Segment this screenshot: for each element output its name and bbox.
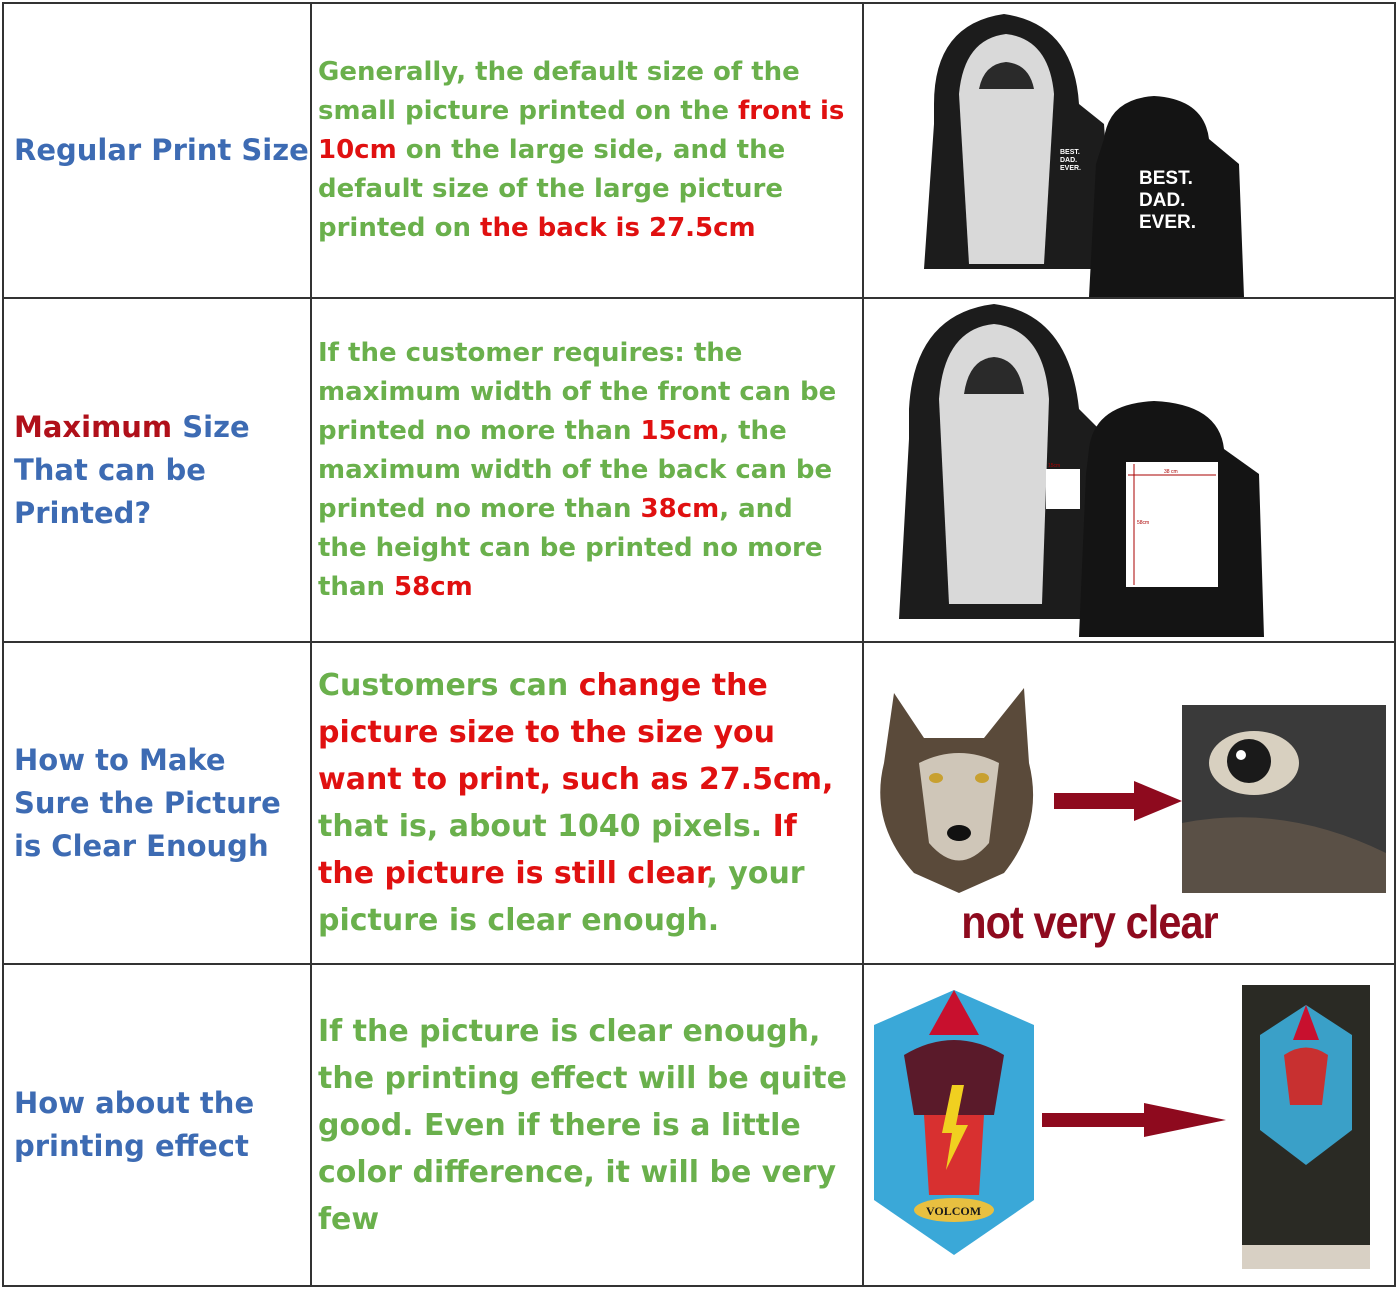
front-size-mark: 15cm bbox=[1048, 463, 1061, 469]
row-desc-maximum bbox=[312, 299, 862, 641]
row-label-text: How about the printing effect bbox=[14, 1086, 255, 1163]
row-desc-effect bbox=[312, 965, 862, 1285]
row-label-text: How to Make Sure the Picture is Clear Enough bbox=[14, 742, 281, 863]
print-result-icon bbox=[864, 965, 1394, 1285]
desc-highlight: 58cm bbox=[394, 571, 473, 602]
desc-highlight: If the picture is still clear bbox=[318, 809, 797, 891]
svg-text:EVER.: EVER. bbox=[1060, 165, 1082, 172]
row-label-highlight: Maximum bbox=[14, 409, 173, 444]
hoodie-print-icon bbox=[864, 4, 1394, 297]
desc-text: Customers can bbox=[318, 668, 579, 703]
row-label-clear bbox=[4, 643, 310, 963]
svg-text:BEST.: BEST. bbox=[1060, 149, 1080, 156]
back-height-mark: 58cm bbox=[1137, 520, 1150, 526]
desc-paragraph bbox=[318, 1008, 856, 1243]
hoodie-max-size-image bbox=[864, 299, 1394, 641]
svg-text:DAD.: DAD. bbox=[1060, 157, 1078, 164]
not-clear-caption: not very clear bbox=[961, 897, 1218, 949]
desc-paragraph bbox=[318, 53, 856, 248]
row-label-effect bbox=[4, 965, 310, 1285]
row-label-text: Regular Print Size bbox=[14, 133, 309, 167]
hoodie-print-image bbox=[864, 4, 1394, 297]
desc-text: Generally, the default size of the small picture printed on the bbox=[318, 57, 800, 126]
print-result-image bbox=[864, 965, 1394, 1285]
desc-highlight: 15cm bbox=[640, 415, 720, 446]
table-border bbox=[2, 1285, 1396, 1287]
desc-text: If the picture is clear enough, the printing effect will be quite good. Even if there is a little color difference, it will be very few bbox=[318, 1013, 847, 1237]
back-print-line: BEST. bbox=[1139, 168, 1193, 189]
back-print-line: EVER. bbox=[1139, 212, 1197, 233]
row-label-maximum bbox=[4, 299, 310, 641]
row-desc-clear bbox=[312, 643, 862, 963]
desc-text: , your picture is clear enough. bbox=[318, 856, 805, 938]
desc-highlight: change the picture size to the size you want to print, such as 27.5cm, bbox=[318, 668, 834, 797]
table-border bbox=[1394, 2, 1396, 1287]
desc-text: , the maximum width of the back can be printed no more than bbox=[318, 415, 833, 524]
row-label-rest: Size That can be Printed? bbox=[14, 409, 250, 530]
desc-text: If the customer requires: the maximum width of the front can be printed no more than bbox=[318, 337, 837, 446]
brand-text: VOLCOM bbox=[926, 1204, 982, 1218]
row-label-text bbox=[14, 406, 264, 535]
desc-text: on the large side, and the default size of the large picture printed on bbox=[318, 135, 786, 243]
desc-text: , and the height can be printed no more than bbox=[318, 493, 823, 602]
row-desc-regular bbox=[312, 4, 862, 297]
wolf-zoom-image bbox=[864, 643, 1394, 963]
wolf-zoom-icon bbox=[864, 643, 1394, 963]
desc-text: that is, about 1040 pixels. bbox=[318, 809, 773, 844]
desc-highlight: the back is 27.5cm bbox=[480, 213, 756, 243]
desc-paragraph bbox=[318, 334, 838, 607]
back-width-mark: 38 cm bbox=[1164, 469, 1178, 475]
back-print-line: DAD. bbox=[1139, 190, 1186, 211]
hoodie-max-size-icon bbox=[864, 299, 1394, 641]
desc-highlight: 38cm bbox=[640, 493, 720, 524]
desc-paragraph bbox=[318, 662, 848, 944]
desc-highlight: front is 10cm bbox=[318, 96, 845, 165]
row-label-regular bbox=[4, 4, 310, 297]
